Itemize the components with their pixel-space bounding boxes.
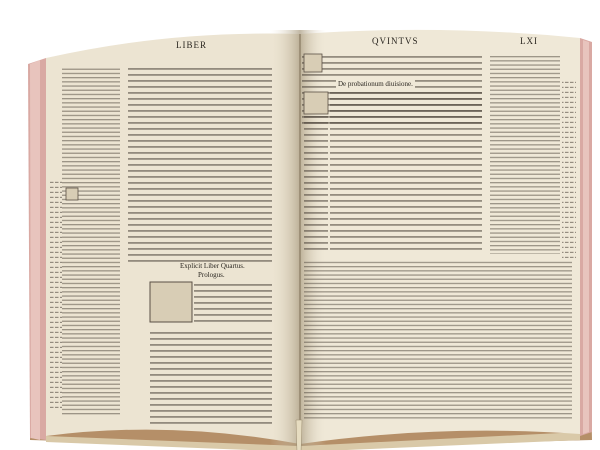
right-page-title: QVINTVS — [372, 36, 419, 46]
right-margin-commentary — [490, 54, 560, 254]
prologus-heading: Prologus. — [198, 271, 225, 279]
explicit-heading: Explicit Liber Quartus. — [180, 262, 245, 270]
left-main-text-lower — [150, 328, 272, 424]
left-margin-notes — [50, 180, 62, 410]
right-subheading: De probationum diuisione. — [338, 80, 413, 88]
left-page-header: LIBER — [176, 40, 207, 50]
left-main-text-upper — [128, 64, 272, 262]
right-initial-q — [304, 54, 322, 72]
left-column-text — [62, 66, 120, 416]
right-initial-a — [304, 92, 328, 114]
ribbon-marker — [296, 420, 302, 450]
left-initial-box — [150, 282, 192, 322]
right-commentary-text — [304, 260, 572, 420]
right-page-folio: LXI — [520, 36, 538, 46]
